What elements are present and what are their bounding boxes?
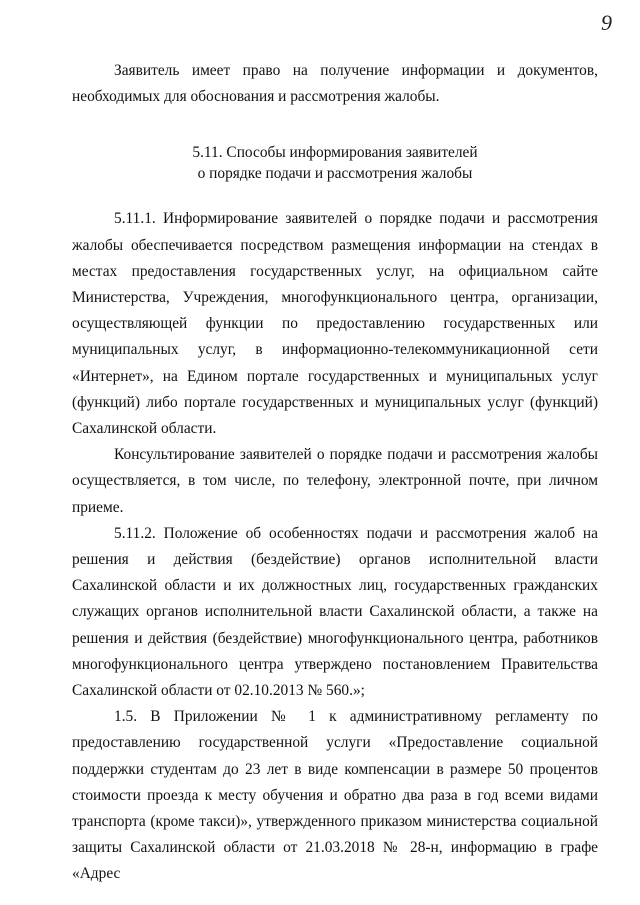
paragraph-intro: Заявитель имеет право на получение информации и документов, необходимых для обоснования и рассмотрения жалобы. [72,62,598,106]
section-heading-line-2: о порядке подачи и рассмотрения жалобы [197,165,473,183]
paragraph-1-5: 1.5. В Приложении № 1 к административному регламенту по предоставлению государственной услуги «Предоставление социальной поддержки студентам до 23 лет в виде компенсации в размере 50 процентов стоимости проезда к месту обучения и обратно два раза в год всеми видами транспорта (кроме такси)», утвержденного приказом министерства социальной защиты Сахалинской области от 21.03.2018 № 28-н, информацию в графе «Адрес [72,708,598,883]
paragraph-5-11-2: 5.11.2. Положение об особенностях подачи и рассмотрения жалоб на решения и действия (бездействие) органов исполнительной власти Сахалинской области и их должностных лиц, государственных гражданских служащих органов исполнительной власти Сахалинской области, а также на решения и действия (бездействие) многофункционального центра, работников многофункционального центра утверждено постановлением Правительства Сахалинской области от 02.10.2013 № 560.»; [72,524,598,700]
document-body [72,58,598,888]
spacer [72,184,598,206]
section-heading-line-1: 5.11. Способы информирования заявителей [192,144,478,162]
paragraph-consultation: Консультирование заявителей о порядке подачи и рассмотрения жалобы осуществляется, в том числе, по телефону, электронной почте, при личном приеме. [72,446,598,516]
spacer [72,110,598,142]
page-number: 9 [601,10,612,35]
paragraph-5-11-1: 5.11.1. Информирование заявителей о порядке подачи и рассмотрения жалобы обеспечивается посредством размещения информации на стендах в местах предоставления государственных услуг, на официальном сайте Министерства, Учреждения, многофункционального центра, организации, осуществляющей функции по предоставлению государственных или муниципальных услуг, в информационно-телекоммуникационной сети «Интернет», на Едином портале государственных и муниципальных услуг (функций) либо портале государственных и муниципальных услуг (функций) Сахалинской области. [72,210,598,438]
